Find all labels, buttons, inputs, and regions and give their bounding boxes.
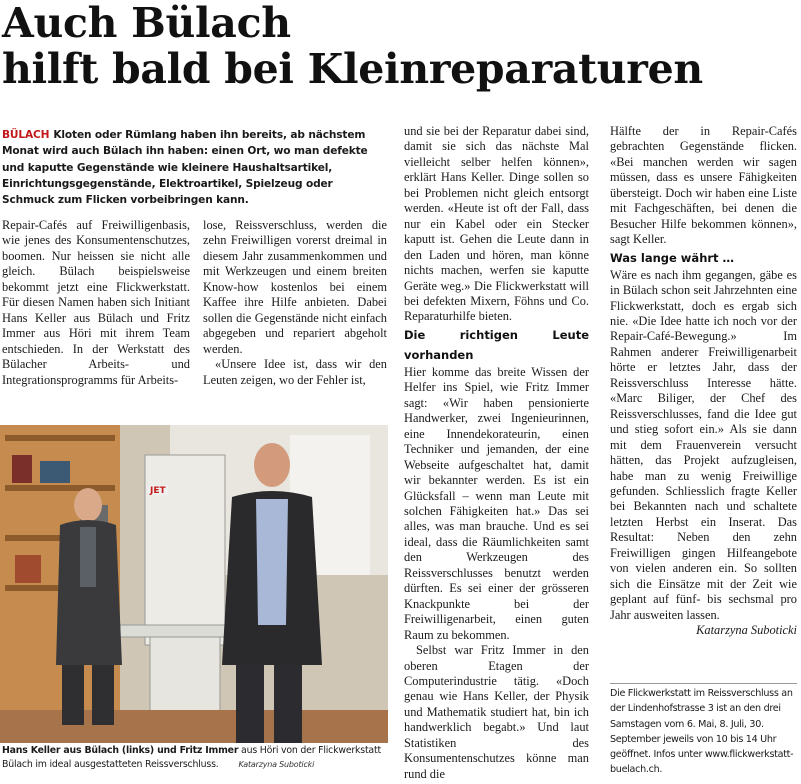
info-box: Die Flickwerkstatt im Reissverschluss an der Lindenhofstrasse 3 ist an den drei Samstagen vom 6. Mai, 8. Juli, 30. September jeweils von 10 bis 14 Uhr geöffnet. Infos unter www.flickwerkstatt-buelach.ch. — [610, 688, 794, 776]
article-column-2 — [203, 218, 387, 418]
article-column-1 — [2, 218, 190, 418]
body-paragraph: Hälfte der in Repair-Cafés gebrachten Gegenstände flicken. «Bei manchen werden wir sagen müssen, dass es unsere Fähigkeiten übersteigt. Doch wir haben eine Liste mit Fachgeschäften, bei denen die Besucher Hilfe bekommen können», sagt Keller. — [610, 124, 797, 247]
body-paragraph: Wäre es nach ihm gegangen, gäbe es in Bülach schon seit Jahrzehnten eine Flickwerkstatt, doch es ergab sich nie. «Die Idee hatte ich noch vor der Repair-Café-Bewegung.» Im Rahmen anderer Freiwilligenarbeit hörte er letztes Jahr, dass der Reissverschluss Interesse hätte. «Marc Biliger, der Chef des Reissverschlusses, fand die Idee gut und stieg sofort ein.» Als sie dann mit dem Frauenverein versucht hätten, das Projekt aufzugleisen, habe man zu wenig Freiwillige gefunden. Schliesslich fragte Keller bei Bekannten nach und schaltete letzten Herbst ein Inserat. Das Resultat: Neben den zehn Freiwilligen gingen Hilfeangebote von vielen anderen ein. So sollten sich die Einsätze mit der Zeit wie geplant auf fünf- bis sechsmal pro Jahr ausweiten lassen. — [610, 267, 797, 622]
subheading: Was lange währt … — [610, 250, 735, 265]
body-paragraph: und sie bei der Reparatur dabei sind, damit sie sich das nächste Mal vielleicht selber helfen können», erklärt Hans Keller. Dinge sollen so bei Problemen nicht gleich entsorgt werden. «Heute ist oft der Fall, dass nur ein Kabel oder ein Stecker kaputt ist. Gehen die Leute dann in den Laden und hören, man könne nichts machen, werfen sie kaputte Geräte weg.» Die Flickwerkstatt will bei defekten Mixern, Föhns und Co. Reparaturhilfe bieten. — [404, 124, 589, 324]
headline — [2, 0, 792, 92]
infobox-divider — [610, 683, 797, 684]
body-paragraph: lose, Reissverschluss, werden die zehn Freiwilligen vorerst dreimal in diesem Jahr zusammenkommen und mit Werkzeugen und einem breiten Know-how kostenlos bei einem Kaffee ihre Hilfe anbieten. Dabei sollen die Gegenstände nicht einfach abgegeben und repariert abgeholt werden. — [203, 218, 387, 356]
photo-illustration — [0, 425, 388, 743]
machine-label: JET — [150, 486, 166, 496]
lead-text: Kloten oder Rümlang haben ihn bereits, ab nächstem Monat wird auch Bülach ihn haben: einen Ort, wo man defekte und kaputte Gegenstände wie kleinere Haushaltsartikel, Einrichtungsgegenstände, Elektroartikel, Spielzeug oder Schmuck zum Flicken vorbeibringen kann. — [2, 129, 368, 207]
body-paragraph: Selbst war Fritz Immer in den oberen Etagen der Computerindustrie tätig. «Doch genau wie Hans Keller, der Physik und Mathematik studiert hat, bin ich handwerklich begabt.» Und laut Statistiken des Konsumentenschutzes könne man rund die — [404, 643, 589, 780]
author-byline: Katarzyna Suboticki — [696, 623, 797, 638]
headline-line-2: hilft bald bei Kleinreparaturen — [2, 45, 703, 93]
article-photo — [0, 425, 388, 743]
photo-credit: Katarzyna Suboticki — [238, 760, 315, 769]
caption-text: aus Höri von der Flickwerkstatt Bülach im ideal ausgestatteten Reissverschluss. — [2, 745, 381, 770]
article-column-3 — [404, 124, 589, 780]
caption-bold: Hans Keller aus Bülach (links) und Fritz Immer — [2, 745, 239, 756]
lead-paragraph — [2, 127, 387, 208]
headline-line-1: Auch Bülach — [2, 0, 291, 47]
body-paragraph: Hier komme das breite Wissen der Helfer ins Spiel, wie Fritz Immer sagt: «Wir haben pensionierte Handwerker, zwei Ingenieurinnen, eine Innendekorateurin, einen Techniker und jemanden, der eine Webseite aufgeschaltet hat, damit wir bekannter werden. Es ist ein Glücksfall – wenn man Leute mit solchen Fähigkeiten hat.» Das sei alles, was man brauche. Und es sei ideal, dass die Räumlichkeiten samt den Werkzeugen des Reissverschlusses benutzt werden dürften. Es sei einer der grösseren Knackpunkte bei der Freiwilligenarbeit, einen guten Raum zu bekommen. — [404, 364, 589, 642]
dateline: BÜLACH — [2, 129, 50, 141]
photo-caption — [2, 744, 390, 772]
subheading: Die richtigen Leute vorhanden — [404, 327, 589, 362]
article-column-4 — [610, 124, 797, 680]
body-paragraph: «Unsere Idee ist, dass wir den Leuten zeigen, wo der Fehler ist, — [203, 357, 387, 387]
body-paragraph: Repair-Cafés auf Freiwilligenbasis, wie jenes des Konsumentenschutzes, boomen. Nur heissen sie nicht alle gleich. Bülach beispielsweise bekommt jetzt eine Flickwerkstatt. Für diesen Namen haben sich Initiant Hans Keller aus Bülach und Fritz Immer aus Höri mit ihrem Team entschieden. In der Werkstatt des Bülacher Arbeits- und Integrationsprogramms für Arbeits- — [2, 218, 190, 387]
